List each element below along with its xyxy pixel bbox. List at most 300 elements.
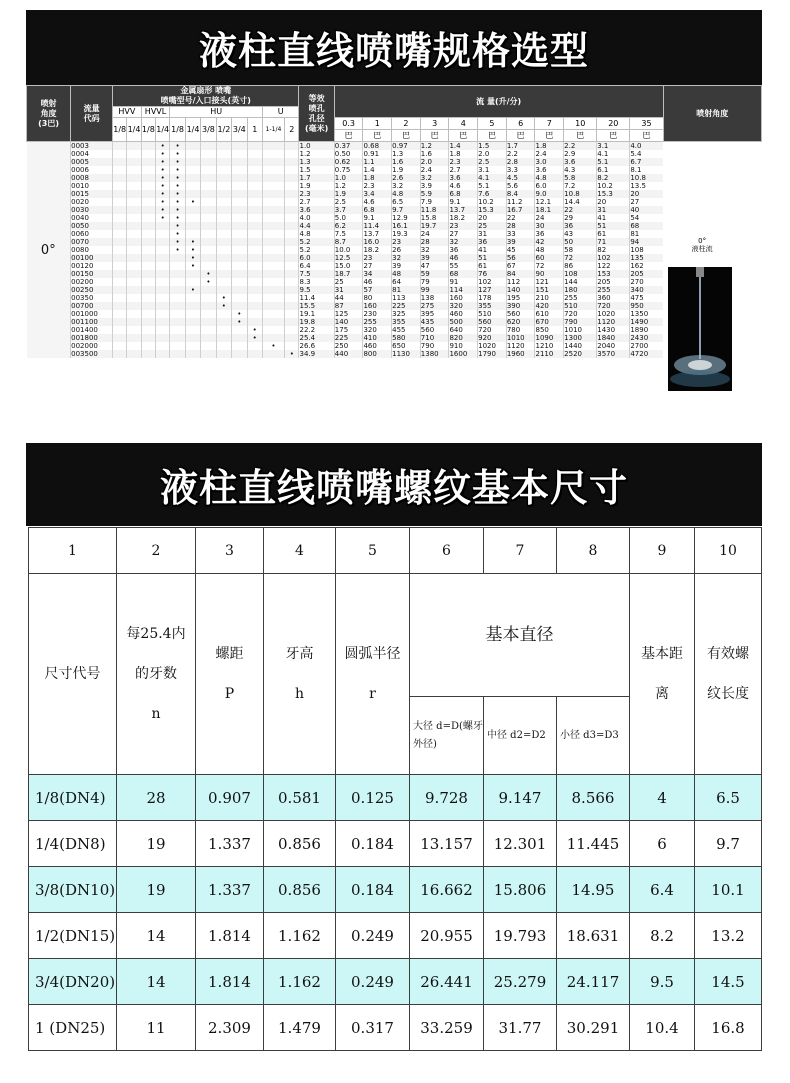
size-availability-cell <box>201 326 216 334</box>
flow-value: 500 <box>449 318 478 326</box>
flow-value: 4.1 <box>597 150 630 158</box>
pressure-label: 2 <box>392 118 421 130</box>
flow-code: 0040 <box>71 214 113 222</box>
orifice-diameter: 5.2 <box>299 238 334 246</box>
flow-value: 28 <box>506 222 535 230</box>
flow-value: 2.7 <box>449 166 478 174</box>
bar-unit: 巴 <box>564 130 597 142</box>
flow-code: 00700 <box>71 302 113 310</box>
size-availability-cell <box>232 182 247 190</box>
flow-value: 6.8 <box>363 206 392 214</box>
size-availability-cell <box>262 206 284 214</box>
orifice-diameter: 34.9 <box>299 350 334 358</box>
size-availability-cell <box>127 182 141 190</box>
size-availability-cell <box>262 158 284 166</box>
size-label: 1/8 <box>141 118 155 142</box>
flow-code: 00100 <box>71 254 113 262</box>
size-availability-cell <box>141 222 155 230</box>
flow-value: 162 <box>630 262 663 270</box>
available-dot: • <box>247 326 262 334</box>
size-availability-cell <box>247 142 262 151</box>
flow-value: 46 <box>363 278 392 286</box>
flow-value: 950 <box>630 302 663 310</box>
size-availability-cell <box>170 326 185 334</box>
size-availability-cell <box>285 158 299 166</box>
size-availability-cell <box>127 246 141 254</box>
size-availability-cell <box>156 334 170 342</box>
orifice-diameter: 7.5 <box>299 270 334 278</box>
thread-value: 1.337 <box>196 821 264 867</box>
flow-value: 59 <box>420 270 449 278</box>
flow-value: 2.6 <box>392 174 421 182</box>
flow-value: 48 <box>392 270 421 278</box>
flow-value: 0.91 <box>363 150 392 158</box>
flow-value: 72 <box>535 262 564 270</box>
column-number: 4 <box>264 528 336 574</box>
flow-value: 50 <box>564 238 597 246</box>
flow-value: 1890 <box>630 326 663 334</box>
size-availability-cell <box>247 166 262 174</box>
size-availability-cell <box>170 254 185 262</box>
flow-value: 1130 <box>392 350 421 358</box>
size-availability-cell <box>247 254 262 262</box>
flow-value: 2.3 <box>363 182 392 190</box>
size-availability-cell <box>262 294 284 302</box>
size-availability-cell <box>285 230 299 238</box>
flow-value: 475 <box>630 294 663 302</box>
flow-value: 27 <box>630 198 663 206</box>
size-availability-cell <box>285 278 299 286</box>
flow-value: 41 <box>597 214 630 222</box>
size-availability-cell <box>262 254 284 262</box>
orifice-diameter: 15.5 <box>299 302 334 310</box>
size-availability-cell <box>216 350 231 358</box>
available-dot: • <box>170 206 185 214</box>
flow-value: 420 <box>535 302 564 310</box>
size-availability-cell <box>201 206 216 214</box>
orifice-diameter: 1.0 <box>299 142 334 151</box>
thread-value: 13.2 <box>695 913 762 959</box>
flow-code: 003500 <box>71 350 113 358</box>
flow-value: 10.8 <box>564 190 597 198</box>
flow-value: 1.2 <box>420 142 449 151</box>
flow-value: 920 <box>478 334 507 342</box>
size-availability-cell <box>127 286 141 294</box>
size-availability-cell <box>127 214 141 222</box>
size-availability-cell <box>201 310 216 318</box>
size-availability-cell <box>262 302 284 310</box>
size-availability-cell <box>262 150 284 158</box>
size-availability-cell <box>113 206 127 214</box>
orifice-diameter: 4.0 <box>299 214 334 222</box>
orifice-diameter: 6.0 <box>299 254 334 262</box>
series-hvvl: HVVL <box>141 107 170 118</box>
size-availability-cell <box>216 254 231 262</box>
flow-value: 18.7 <box>334 270 363 278</box>
size-availability-cell <box>113 166 127 174</box>
spec-row <box>27 326 762 334</box>
size-availability-cell <box>232 174 247 182</box>
size-availability-cell <box>247 310 262 318</box>
flow-value: 275 <box>420 302 449 310</box>
flow-value: 1.4 <box>363 166 392 174</box>
bar-unit: 巴 <box>506 130 535 142</box>
bar-unit: 巴 <box>420 130 449 142</box>
size-availability-cell <box>247 190 262 198</box>
available-dot: • <box>156 150 170 158</box>
size-availability-cell <box>216 150 231 158</box>
thread-title-banner <box>26 443 762 526</box>
flow-value: 2110 <box>535 350 564 358</box>
spec-table <box>26 85 762 358</box>
size-availability-cell <box>185 222 200 230</box>
size-availability-cell <box>156 230 170 238</box>
flow-value: 71 <box>597 238 630 246</box>
flow-code: 0050 <box>71 222 113 230</box>
flow-value: 1120 <box>506 342 535 350</box>
size-availability-cell <box>141 182 155 190</box>
available-dot: • <box>156 206 170 214</box>
size-availability-cell <box>216 214 231 222</box>
size-availability-cell <box>127 342 141 350</box>
size-availability-cell <box>216 326 231 334</box>
flow-value: 68 <box>630 222 663 230</box>
flow-value: 1.7 <box>506 142 535 151</box>
column-number: 3 <box>196 528 264 574</box>
flow-value: 8.1 <box>630 166 663 174</box>
flow-value: 3.1 <box>597 142 630 151</box>
size-availability-cell <box>285 246 299 254</box>
flow-value: 81 <box>630 230 663 238</box>
thread-value: 1.479 <box>264 1005 336 1051</box>
thread-table <box>28 527 762 1051</box>
size-code: 3/8(DN10) <box>29 867 117 913</box>
size-availability-cell <box>232 302 247 310</box>
flow-value: 19.3 <box>392 230 421 238</box>
size-availability-cell <box>141 150 155 158</box>
flow-value: 48 <box>535 246 564 254</box>
size-availability-cell <box>170 270 185 278</box>
flow-value: 1.8 <box>449 150 478 158</box>
size-availability-cell <box>156 286 170 294</box>
size-availability-cell <box>185 342 200 350</box>
flow-value: 720 <box>564 310 597 318</box>
size-availability-cell <box>285 342 299 350</box>
available-dot: • <box>156 174 170 182</box>
flow-value: 1350 <box>630 310 663 318</box>
size-availability-cell <box>216 158 231 166</box>
flow-value: 6.2 <box>334 222 363 230</box>
flow-value: 1.6 <box>392 158 421 166</box>
size-availability-cell <box>113 326 127 334</box>
size-availability-cell <box>216 310 231 318</box>
flow-value: 3.0 <box>535 158 564 166</box>
flow-value: 1960 <box>506 350 535 358</box>
size-availability-cell <box>170 286 185 294</box>
flow-value: 790 <box>420 342 449 350</box>
thread-value: 9.7 <box>695 821 762 867</box>
flow-value: 355 <box>478 302 507 310</box>
column-number: 7 <box>484 528 557 574</box>
orifice-diameter: 25.4 <box>299 334 334 342</box>
flow-value: 2.0 <box>478 150 507 158</box>
size-availability-cell <box>247 214 262 222</box>
flow-value: 26 <box>392 246 421 254</box>
flow-value: 39 <box>420 254 449 262</box>
flow-value: 160 <box>449 294 478 302</box>
flow-value: 395 <box>420 310 449 318</box>
flow-value: 36 <box>535 230 564 238</box>
flow-value: 1020 <box>478 342 507 350</box>
flow-value: 2.2 <box>506 150 535 158</box>
flow-value: 113 <box>392 294 421 302</box>
size-availability-cell <box>216 342 231 350</box>
size-availability-cell <box>201 262 216 270</box>
flow-value: 18.1 <box>535 206 564 214</box>
flow-value: 195 <box>506 294 535 302</box>
size-availability-cell <box>127 254 141 262</box>
flow-value: 27 <box>449 230 478 238</box>
flow-value: 8.2 <box>597 174 630 182</box>
flow-value: 390 <box>506 302 535 310</box>
thread-row <box>29 959 762 1005</box>
orifice-diameter: 22.2 <box>299 326 334 334</box>
orifice-diameter: 3.6 <box>299 206 334 214</box>
flow-value: 0.37 <box>334 142 363 151</box>
size-availability-cell <box>262 198 284 206</box>
thread-value: 25.279 <box>484 959 557 1005</box>
size-availability-cell <box>141 278 155 286</box>
flow-value: 153 <box>597 270 630 278</box>
flow-value: 12.9 <box>392 214 421 222</box>
size-availability-cell <box>185 174 200 182</box>
flow-value: 4720 <box>630 350 663 358</box>
flow-value: 205 <box>597 278 630 286</box>
orifice-diameter: 19.1 <box>299 310 334 318</box>
flow-value: 24 <box>535 214 564 222</box>
thread-value: 0.249 <box>336 959 410 1005</box>
spec-row <box>27 214 762 222</box>
size-availability-cell <box>285 254 299 262</box>
size-availability-cell <box>113 190 127 198</box>
available-dot: • <box>170 198 185 206</box>
size-label: 1/2 <box>216 118 231 142</box>
size-availability-cell <box>201 318 216 326</box>
size-availability-cell <box>262 334 284 342</box>
size-availability-cell <box>185 190 200 198</box>
spec-row <box>27 206 762 214</box>
size-availability-cell <box>201 286 216 294</box>
thread-value: 11.445 <box>557 821 630 867</box>
flow-code: 0060 <box>71 230 113 238</box>
thread-value: 2.309 <box>196 1005 264 1051</box>
size-availability-cell <box>141 270 155 278</box>
size-availability-cell <box>156 310 170 318</box>
size-availability-cell <box>141 294 155 302</box>
orifice-diameter: 1.2 <box>299 150 334 158</box>
bar-unit: 巴 <box>478 130 507 142</box>
spec-row <box>27 166 762 174</box>
flow-value: 3.6 <box>449 174 478 182</box>
available-dot: • <box>170 158 185 166</box>
flow-value: 108 <box>630 246 663 254</box>
flow-value: 25 <box>334 278 363 286</box>
thread-value: 11 <box>117 1005 196 1051</box>
orifice-diameter: 2.3 <box>299 190 334 198</box>
spec-row <box>27 270 762 278</box>
size-availability-cell <box>156 238 170 246</box>
size-availability-cell <box>216 142 231 151</box>
flow-value: 1010 <box>564 326 597 334</box>
flow-value: 3570 <box>597 350 630 358</box>
size-availability-cell <box>156 270 170 278</box>
size-availability-cell <box>127 142 141 151</box>
size-label: 3/4 <box>232 118 247 142</box>
flow-value: 94 <box>630 238 663 246</box>
available-dot: • <box>185 262 200 270</box>
spec-row <box>27 222 762 230</box>
flow-value: 6.7 <box>630 158 663 166</box>
size-availability-cell <box>201 254 216 262</box>
size-availability-cell <box>113 254 127 262</box>
flow-value: 4.6 <box>449 182 478 190</box>
flow-value: 61 <box>478 262 507 270</box>
flow-value: 910 <box>449 342 478 350</box>
flow-value: 12.5 <box>334 254 363 262</box>
orifice-diameter: 4.8 <box>299 230 334 238</box>
size-availability-cell <box>262 142 284 151</box>
size-availability-cell <box>201 238 216 246</box>
size-availability-cell <box>127 222 141 230</box>
thread-value: 6 <box>630 821 695 867</box>
flow-value: 1.2 <box>334 182 363 190</box>
size-availability-cell <box>113 342 127 350</box>
column-number: 5 <box>336 528 410 574</box>
size-availability-cell <box>232 190 247 198</box>
flow-value: 800 <box>363 350 392 358</box>
size-code: 1/8(DN4) <box>29 775 117 821</box>
size-availability-cell <box>156 318 170 326</box>
size-availability-cell <box>262 326 284 334</box>
size-availability-cell <box>127 150 141 158</box>
flow-value: 178 <box>478 294 507 302</box>
column-number: 2 <box>117 528 196 574</box>
bar-unit: 巴 <box>363 130 392 142</box>
size-availability-cell <box>232 350 247 358</box>
size-availability-cell <box>262 350 284 358</box>
pressure-label: 1 <box>363 118 392 130</box>
flow-value: 24 <box>420 230 449 238</box>
size-availability-cell <box>232 246 247 254</box>
size-availability-cell <box>113 350 127 358</box>
size-availability-cell <box>141 286 155 294</box>
size-availability-cell <box>156 278 170 286</box>
flow-value: 850 <box>535 326 564 334</box>
spec-title: 液柱直线喷嘴规格选型 <box>198 29 589 73</box>
thread-value: 1.814 <box>196 913 264 959</box>
size-availability-cell <box>156 342 170 350</box>
size-label: 1-1/4 <box>262 118 284 142</box>
thread-value: 0.856 <box>264 821 336 867</box>
flow-value: 4.1 <box>478 174 507 182</box>
flow-title-header: 流 量(升/分) <box>334 86 663 118</box>
size-availability-cell <box>201 350 216 358</box>
flow-value: 1.3 <box>392 150 421 158</box>
flow-value: 3.2 <box>392 182 421 190</box>
thread-value: 26.441 <box>410 959 484 1005</box>
flow-value: 4.5 <box>506 174 535 182</box>
available-dot: • <box>170 230 185 238</box>
size-availability-cell <box>285 142 299 151</box>
pitch-diameter-header: 中径 d2=D2 <box>484 697 557 775</box>
spec-row <box>27 150 762 158</box>
flow-value: 11.8 <box>420 206 449 214</box>
size-availability-cell <box>285 238 299 246</box>
flow-value: 460 <box>363 342 392 350</box>
thread-row <box>29 913 762 959</box>
flow-value: 20 <box>597 198 630 206</box>
orifice-diameter: 26.6 <box>299 342 334 350</box>
spec-row <box>27 182 762 190</box>
minor-diameter-header: 小径 d3=D3 <box>557 697 630 775</box>
size-availability-cell <box>141 230 155 238</box>
flow-value: 2040 <box>597 342 630 350</box>
size-availability-cell <box>285 310 299 318</box>
size-availability-cell <box>113 310 127 318</box>
flow-value: 255 <box>363 318 392 326</box>
size-availability-cell <box>201 342 216 350</box>
pressure-label: 4 <box>449 118 478 130</box>
orifice-diameter: 19.8 <box>299 318 334 326</box>
thread-value: 0.184 <box>336 867 410 913</box>
basic-diameter-header: 基本直径 <box>410 574 630 697</box>
size-availability-cell <box>216 246 231 254</box>
series-hu: HU <box>170 107 263 118</box>
size-availability-cell <box>113 294 127 302</box>
flow-code: 0004 <box>71 150 113 158</box>
size-availability-cell <box>127 326 141 334</box>
size-availability-cell <box>113 142 127 151</box>
spec-row <box>27 318 762 326</box>
size-availability-cell <box>127 294 141 302</box>
spec-row <box>27 350 762 358</box>
size-availability-cell <box>285 334 299 342</box>
major-diameter-header: 大径 d=D(螺牙外径) <box>410 697 484 775</box>
size-availability-cell <box>201 214 216 222</box>
orifice-diameter: 1.5 <box>299 166 334 174</box>
flow-value: 1.9 <box>392 166 421 174</box>
size-availability-cell <box>185 318 200 326</box>
flow-value: 1.5 <box>478 142 507 151</box>
flow-value: 1120 <box>597 318 630 326</box>
size-availability-cell <box>170 278 185 286</box>
flow-value: 58 <box>564 246 597 254</box>
column-number: 1 <box>29 528 117 574</box>
available-dot: • <box>156 158 170 166</box>
flow-value: 1.1 <box>363 158 392 166</box>
spec-row <box>27 142 762 151</box>
size-availability-cell <box>285 294 299 302</box>
pressure-label: 3 <box>420 118 449 130</box>
size-label: 2 <box>285 118 299 142</box>
flow-value: 560 <box>506 310 535 318</box>
flow-value: 0.97 <box>392 142 421 151</box>
size-availability-cell <box>127 318 141 326</box>
size-availability-cell <box>201 230 216 238</box>
flow-value: 2700 <box>630 342 663 350</box>
bar-unit: 巴 <box>630 130 663 142</box>
available-dot: • <box>232 310 247 318</box>
